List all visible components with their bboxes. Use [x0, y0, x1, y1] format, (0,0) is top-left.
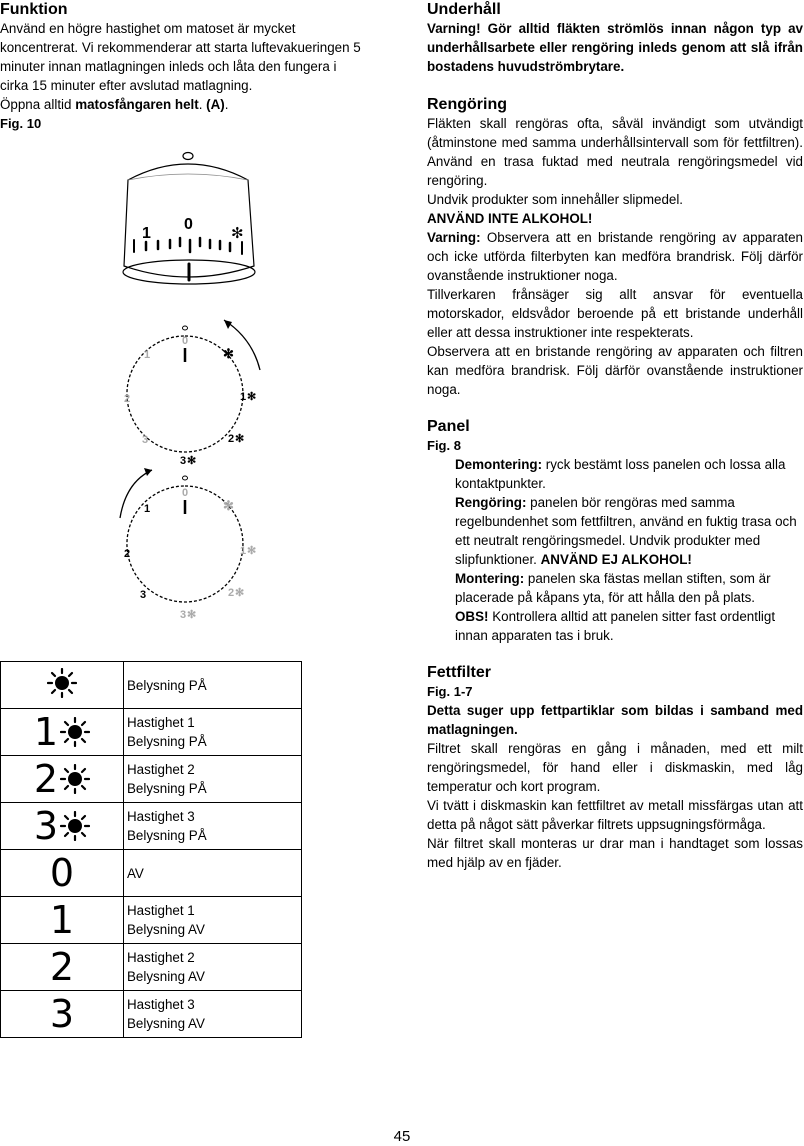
knob-indicator-dot: [183, 153, 193, 160]
dial-1-label-2: 2: [124, 393, 131, 405]
dial-2-light-icon-3: ✻: [187, 609, 197, 621]
panel-instructions: [455, 455, 803, 645]
rengoring-warning: Varning: Observera att en bristande rengöring av apparaten och icke utförda filterbyten kan medföra brandrisk. Följ därför ovanstående instruktioner noga.: [427, 230, 803, 283]
dial-2: [120, 468, 256, 621]
knob-diagram: [118, 148, 278, 626]
speed-digit-icon: 2: [49, 945, 75, 989]
rengoring-paragraph: Undvik produkter som innehåller slipmedel.: [427, 192, 684, 207]
legend-row: [1, 850, 302, 897]
legend-line-2: Belysning PÅ: [127, 781, 207, 796]
speed-digit-icon: 2: [33, 757, 59, 801]
panel-montering: Montering: panelen ska fästas mellan stiften, som är placerade på kåpans yta, för att hålla den på plats.: [455, 571, 771, 605]
legend-row: [1, 944, 302, 991]
light-on-icon: [60, 717, 90, 747]
light-on-icon: [60, 811, 90, 841]
fig-1-7-label: Fig. 1-7: [427, 684, 473, 699]
left-column: [0, 0, 384, 133]
legend-line-1: Hastighet 3: [127, 997, 195, 1012]
heading-underhall: Underhåll: [427, 1, 501, 18]
fettfilter-paragraph: När filtret skall monteras ur drar man i handtaget som lossas med hjälp av en fjäder.: [427, 836, 803, 870]
legend-description: [124, 991, 302, 1038]
dial-1-label-1-light: 1: [240, 391, 247, 403]
heading-funktion: Funktion: [0, 1, 68, 18]
dial-2-marker: [183, 476, 188, 480]
underhall-warning: Varning! Gör alltid fläkten strömlös innan någon typ av underhållsarbete eller rengöring inleds genom att slå ifrån bostadens huvudströmbrytare.: [427, 21, 803, 74]
legend-line-2: Belysning AV: [127, 922, 205, 937]
legend-symbol: [1, 897, 124, 944]
dial-1-marker: [183, 326, 188, 330]
funktion-line: Använd en högre hastighet om matoset är mycket: [0, 21, 296, 36]
page-number: 45: [393, 1128, 411, 1145]
funktion-open-line: Öppna alltid matosfångaren helt. (A).: [0, 97, 229, 112]
dial-2-label-1: 1: [144, 503, 151, 515]
legend-line-1: Hastighet 1: [127, 715, 195, 730]
knob-light-icon: ✻: [231, 224, 244, 242]
legend-row: [1, 991, 302, 1038]
panel-demontering: Demontering: ryck bestämt loss panelen och lossa alla kontaktpunkter.: [455, 457, 786, 491]
legend-line-2: Belysning PÅ: [127, 734, 207, 749]
dial-1-label-1: 1: [144, 349, 151, 361]
light-on-icon: [60, 764, 90, 794]
dial-1-label-3-light: 3: [180, 455, 187, 467]
dial-1: [124, 320, 260, 467]
legend-line-2: Belysning AV: [127, 969, 205, 984]
dial-2-light-icon-2: ✻: [235, 587, 245, 599]
knob-label-0: 0: [184, 216, 193, 233]
dial-2-label-0: 0: [182, 487, 189, 499]
legend-row: [1, 662, 302, 709]
funktion-line: koncentrerat. Vi rekommenderar att starta luftevakueringen 5: [0, 40, 361, 55]
legend-description: [124, 897, 302, 944]
heading-fettfilter: Fettfilter: [427, 664, 491, 681]
dial-1-light-icon-1: ✻: [247, 391, 257, 403]
legend-symbol: [1, 803, 124, 850]
dial-2-label-3-light: 3: [180, 609, 187, 621]
legend-description: [124, 709, 302, 756]
fettfilter-paragraph: Vi tvätt i diskmaskin kan fettfiltret av metall missfärgas utan att detta på något sätt påverkar filtrets uppsugningsförmåga.: [427, 798, 803, 832]
light-on-icon: [47, 668, 77, 698]
speed-digit-icon: 0: [49, 851, 75, 895]
knob-label-1: 1: [142, 225, 151, 242]
rengoring-paragraph: Fläkten skall rengöras ofta, såväl invändigt som utvändigt (åtminstone med samma underhållsintervall som för fettfiltren). Använd en trasa fuktad med neutrala rengöringsmedel vid rengöring.: [427, 116, 803, 188]
dial-2-light-icon: ✻: [223, 498, 234, 513]
funktion-line: cirka 15 minuter efter avslutad matlagning.: [0, 78, 253, 93]
legend-description: [124, 803, 302, 850]
heading-panel: Panel: [427, 418, 470, 435]
rengoring-no-alcohol: ANVÄND INTE ALKOHOL!: [427, 211, 593, 226]
dial-2-label-1-light: 1: [240, 545, 247, 557]
legend-line-1: Hastighet 2: [127, 950, 195, 965]
panel-obs: OBS! Kontrollera alltid att panelen sitter fast ordentligt innan apparaten tas i bruk.: [455, 609, 776, 643]
dial-1-label-2-light: 2: [228, 433, 235, 445]
dial-2-label-2-light: 2: [228, 587, 235, 599]
legend-line-1: Hastighet 3: [127, 809, 195, 824]
legend-symbol: [1, 991, 124, 1038]
fettfilter-intro: Detta suger upp fettpartiklar som bildas i samband med matlagningen.: [427, 703, 803, 737]
dial-2-light-icon-1: ✻: [247, 545, 257, 557]
fig-10-label: Fig. 10: [0, 116, 42, 131]
legend-line-2: Belysning PÅ: [127, 828, 207, 843]
speed-digit-icon: 1: [49, 898, 75, 942]
dial-1-label-0: 0: [182, 335, 189, 347]
legend-description: [124, 850, 302, 897]
right-column: [427, 0, 803, 872]
speed-digit-icon: 3: [33, 804, 59, 848]
dial-1-label-3: 3: [142, 434, 149, 446]
legend-row: [1, 756, 302, 803]
dial-1-light-icon: ✻: [223, 346, 234, 361]
fig-8-label: Fig. 8: [427, 438, 461, 453]
dial-2-label-2: 2: [124, 548, 131, 560]
dial-1-arrow: [224, 320, 260, 370]
legend-line-1: Hastighet 1: [127, 903, 195, 918]
legend-symbol: [1, 756, 124, 803]
rengoring-paragraph: Observera att en bristande rengöring av apparaten och filtren kan medföra brandrisk. Följ därför ovanstående instruktioner noga.: [427, 344, 803, 397]
legend-symbol: [1, 944, 124, 991]
fettfilter-paragraph: Filtret skall rengöras en gång i månaden, med ett milt rengöringsmedel, för hand eller i diskmaskin, med låg temperatur och kort program.: [427, 741, 803, 794]
legend-line-1: AV: [127, 865, 144, 881]
legend-description: [124, 662, 302, 709]
legend-line-2: Belysning AV: [127, 1016, 205, 1031]
heading-rengoring: Rengöring: [427, 96, 507, 113]
rengoring-paragraph: Tillverkaren frånsäger sig allt ansvar för eventuella motorskador, eldsvådor beroende på ett bristande underhåll eller att dessa instruktioner inte respekterats.: [427, 287, 803, 340]
legend-row: [1, 897, 302, 944]
legend-row: [1, 709, 302, 756]
speed-digit-icon: 1: [33, 710, 59, 754]
legend-row: [1, 803, 302, 850]
legend-description: [124, 944, 302, 991]
dial-2-label-3: 3: [140, 589, 147, 601]
legend-description: [124, 756, 302, 803]
legend-symbol: [1, 850, 124, 897]
dial-1-light-icon-2: ✻: [235, 433, 245, 445]
dial-1-light-icon-3: ✻: [187, 455, 197, 467]
funktion-line: minuter innan matlagningen inleds och låta den fungera i: [0, 59, 337, 74]
legend-line-1: Hastighet 2: [127, 762, 195, 777]
dial-2-arrowhead: [144, 468, 152, 476]
legend-symbol: [1, 709, 124, 756]
panel-rengoring: Rengöring: panelen bör rengöras med samma regelbundenhet som fettfiltren, använd en fuktig trasa och ett neutralt rengöringsmedel. Undvik produkter med slipfunktioner. ANVÄND EJ ALKOHOL!: [455, 495, 797, 567]
legend-line-1: Belysning PÅ: [127, 677, 207, 693]
symbol-legend-table: [0, 661, 302, 1038]
speed-digit-icon: 3: [49, 992, 75, 1036]
legend-symbol: [1, 662, 124, 709]
